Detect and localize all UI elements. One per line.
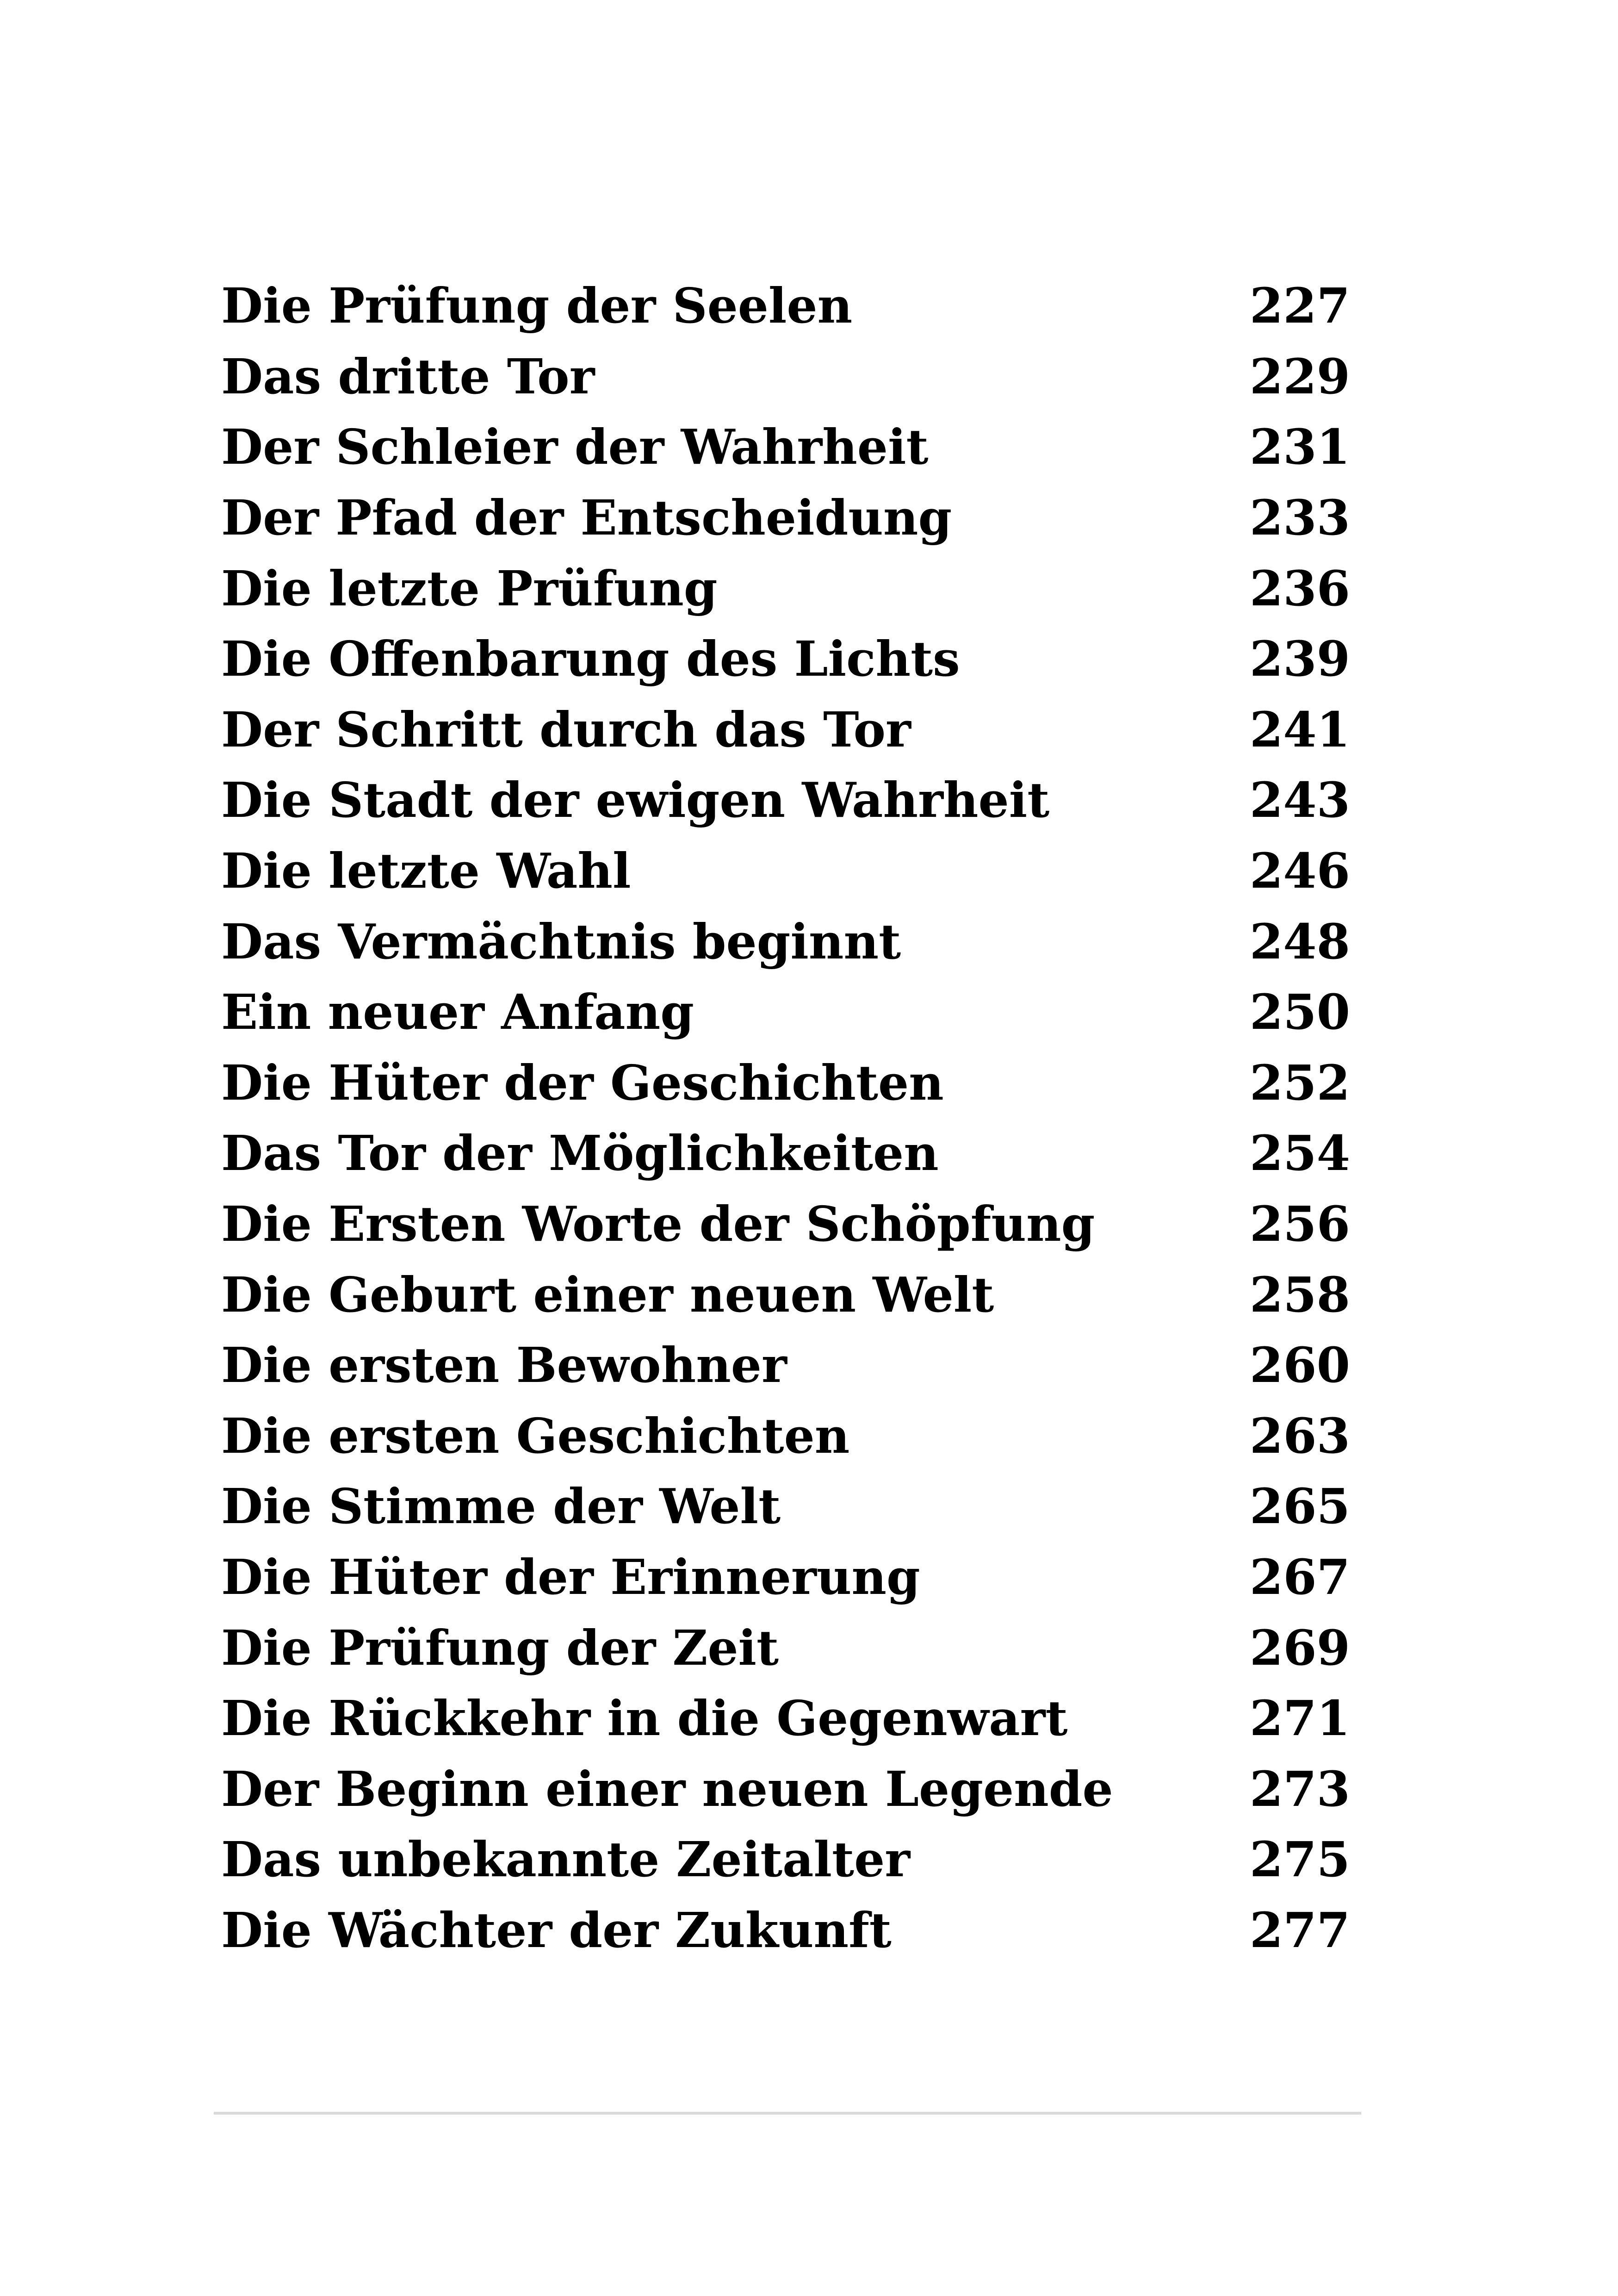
toc-entry-title: Das Tor der Möglichkeiten	[221, 1125, 939, 1182]
toc-entry[interactable]	[221, 553, 1350, 624]
toc-entry[interactable]	[221, 1824, 1350, 1895]
toc-entry-page: 277	[1249, 1901, 1350, 1959]
toc-entry[interactable]	[221, 1471, 1350, 1542]
toc-entry[interactable]	[221, 1401, 1350, 1472]
toc-entry[interactable]	[221, 1048, 1350, 1119]
toc-entry-title: Die Geburt einer neuen Welt	[221, 1266, 994, 1323]
toc-entry-page: 229	[1249, 348, 1350, 405]
toc-entry[interactable]	[221, 695, 1350, 765]
toc-entry[interactable]	[221, 483, 1350, 554]
toc-entry-title: Die ersten Geschichten	[221, 1407, 850, 1464]
toc-entry-title: Der Pfad der Entscheidung	[221, 489, 952, 547]
toc-entry[interactable]	[221, 1683, 1350, 1754]
toc-entry[interactable]	[221, 765, 1350, 836]
toc-entry-page: 265	[1249, 1478, 1350, 1535]
toc-entry[interactable]	[221, 342, 1350, 412]
toc-entry-title: Die Rückkehr in die Gegenwart	[221, 1690, 1068, 1747]
toc-entry-title: Die Offenbarung des Lichts	[221, 630, 960, 688]
toc-entry-page: 275	[1249, 1831, 1350, 1888]
toc-entry[interactable]	[221, 624, 1350, 695]
toc-entry-page: 231	[1249, 418, 1350, 476]
toc-entry-page: 267	[1249, 1548, 1350, 1605]
toc-entry[interactable]	[221, 412, 1350, 483]
toc-entry-title: Der Schleier der Wahrheit	[221, 418, 929, 476]
toc-entry-title: Die Hüter der Erinnerung	[221, 1548, 920, 1605]
toc-entry-page: 248	[1249, 913, 1350, 970]
toc-entry-title: Die Hüter der Geschichten	[221, 1054, 944, 1111]
toc-entry-title: Ein neuer Anfang	[221, 983, 694, 1041]
toc-entry[interactable]	[221, 977, 1350, 1048]
toc-entry[interactable]	[221, 1259, 1350, 1330]
toc-entry-page: 269	[1249, 1619, 1350, 1676]
toc-entry-page: 243	[1249, 772, 1350, 829]
toc-entry-title: Das dritte Tor	[221, 348, 595, 405]
toc-entry[interactable]	[221, 271, 1350, 342]
toc-entry[interactable]	[221, 836, 1350, 907]
toc-entry-title: Die letzte Wahl	[221, 842, 631, 900]
toc-entry-title: Die Stadt der ewigen Wahrheit	[221, 772, 1050, 829]
toc-entry-title: Die Ersten Worte der Schöpfung	[221, 1195, 1095, 1253]
toc-entry-page: 239	[1249, 630, 1350, 688]
toc-entry-page: 260	[1249, 1337, 1350, 1394]
toc-entry-title: Die letzte Prüfung	[221, 560, 718, 617]
toc-entry-title: Die Prüfung der Zeit	[221, 1619, 779, 1676]
toc-entry-title: Die Prüfung der Seelen	[221, 277, 853, 335]
toc-entry[interactable]	[221, 1754, 1350, 1824]
toc-entry-title: Die Stimme der Welt	[221, 1478, 781, 1535]
toc-entry-title: Die Wächter der Zukunft	[221, 1901, 892, 1959]
toc-entry-page: 256	[1249, 1195, 1350, 1253]
toc-entry-page: 273	[1249, 1760, 1350, 1817]
toc-entry[interactable]	[221, 906, 1350, 977]
toc-entry-title: Der Schritt durch das Tor	[221, 701, 911, 758]
toc-entry[interactable]	[221, 1330, 1350, 1401]
table-of-contents	[221, 271, 1350, 1966]
toc-entry-title: Das unbekannte Zeitalter	[221, 1831, 911, 1888]
toc-entry-title: Das Vermächtnis beginnt	[221, 913, 901, 970]
toc-entry-page: 263	[1249, 1407, 1350, 1464]
toc-entry-title: Der Beginn einer neuen Legende	[221, 1760, 1113, 1817]
toc-entry-page: 241	[1249, 701, 1350, 758]
toc-entry[interactable]	[221, 1118, 1350, 1189]
toc-entry-page: 258	[1249, 1266, 1350, 1323]
toc-entry-page: 246	[1249, 842, 1350, 900]
toc-entry-page: 250	[1249, 983, 1350, 1041]
toc-entry[interactable]	[221, 1612, 1350, 1683]
toc-entry-title: Die ersten Bewohner	[221, 1337, 787, 1394]
footer-divider	[214, 2112, 1361, 2115]
toc-entry-page: 252	[1249, 1054, 1350, 1111]
toc-entry[interactable]	[221, 1542, 1350, 1613]
toc-entry-page: 227	[1249, 277, 1350, 335]
toc-entry[interactable]	[221, 1189, 1350, 1260]
toc-entry-page: 254	[1249, 1125, 1350, 1182]
toc-entry-page: 233	[1249, 489, 1350, 547]
toc-entry[interactable]	[221, 1895, 1350, 1966]
toc-entry-page: 236	[1249, 560, 1350, 617]
toc-entry-page: 271	[1249, 1690, 1350, 1747]
